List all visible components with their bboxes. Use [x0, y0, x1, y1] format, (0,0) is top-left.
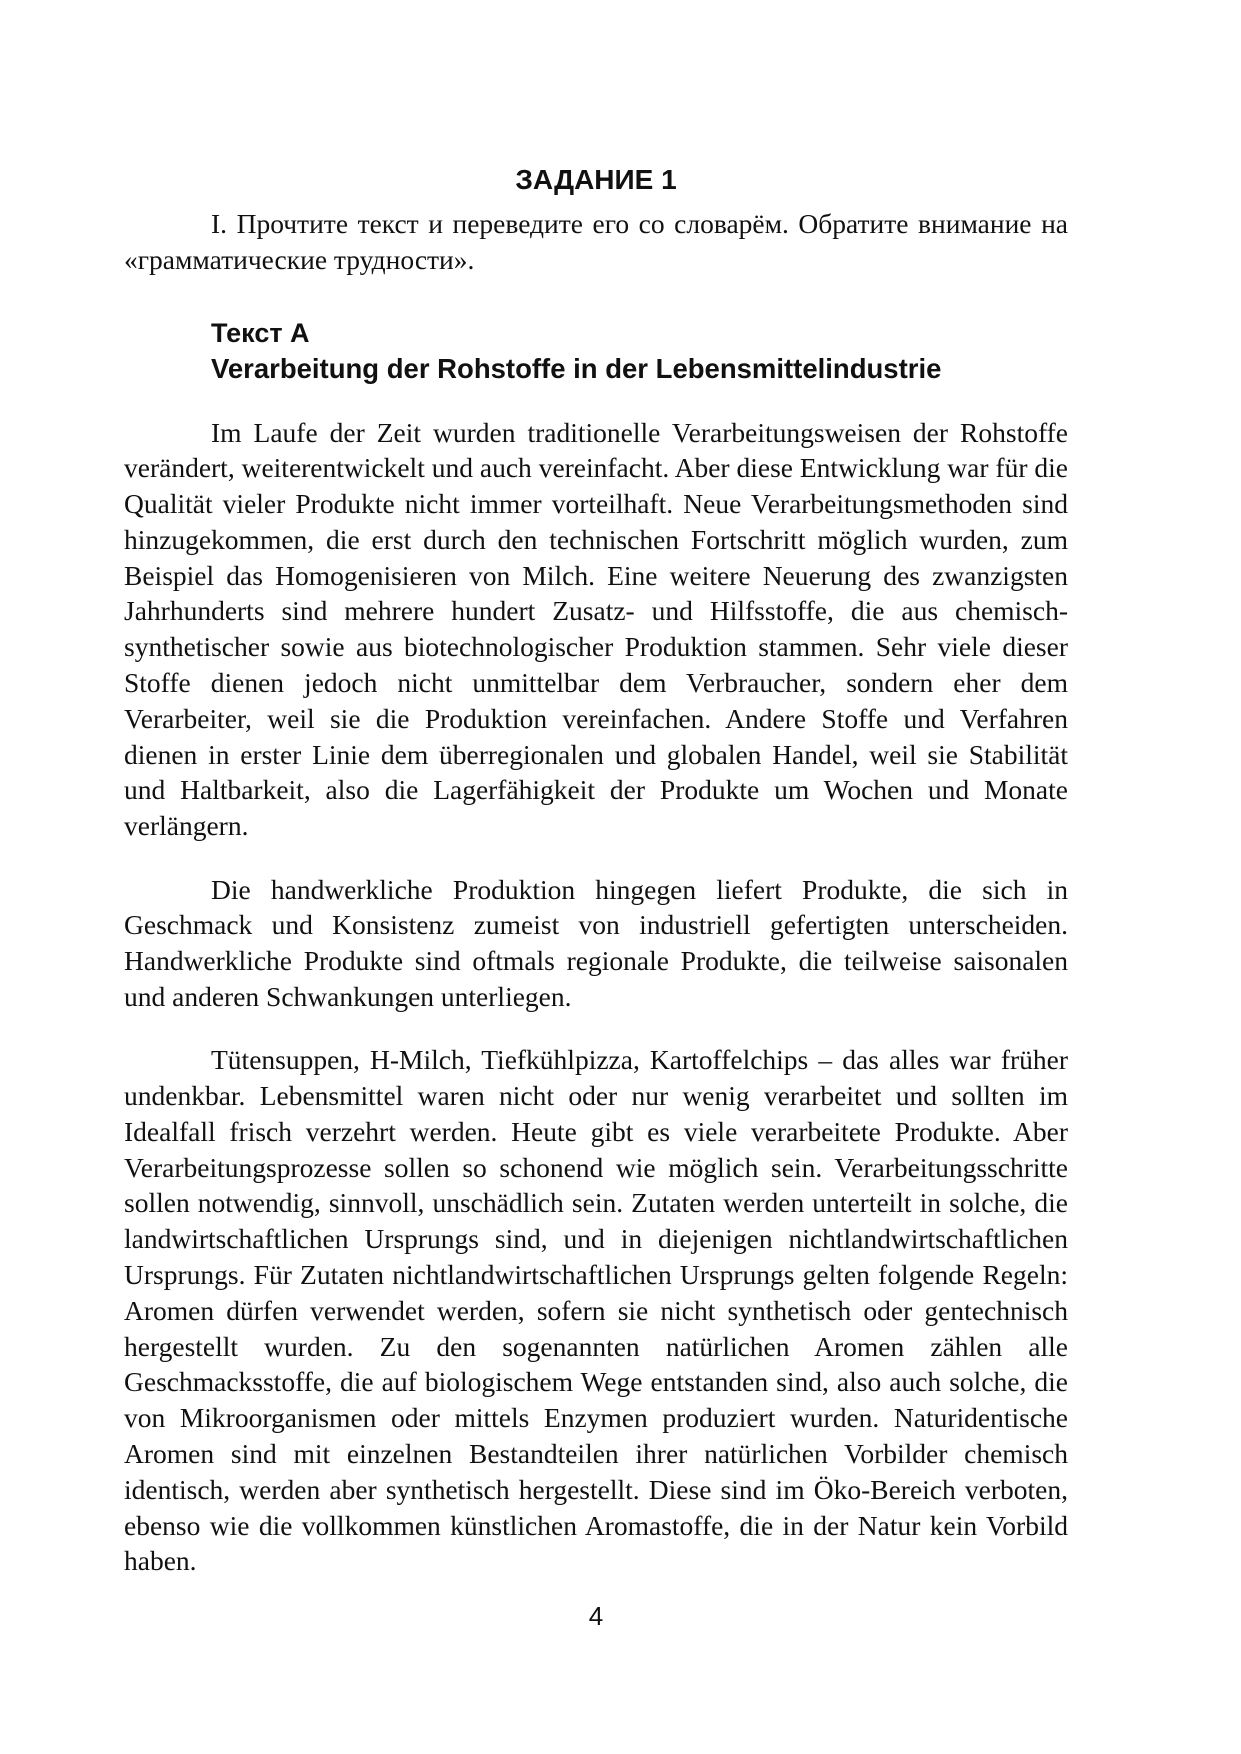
paragraph-1: Im Laufe der Zeit wurden traditionelle Verarbeitungsweisen der Rohstoffe verändert, weiterentwickelt und auch vereinfacht. Aber diese Entwicklung war für die Qualität vieler Produkte nicht immer vorteilhaft. Neue Verarbeitungsmethoden sind hinzugekommen, die erst durch den technischen Fortschritt möglich wurden, zum Beispiel das Homogenisieren von Milch. Eine weitere Neuerung des zwanzigsten Jahrhunderts sind mehrere hundert Zusatz- und Hilfsstoffe, die aus chemisch-synthetischer sowie aus biotechnologischer Produktion stammen. Sehr viele dieser Stoffe dienen jedoch nicht unmittelbar dem Verbraucher, sondern eher dem Verarbeiter, weil sie die Produktion vereinfachen. Andere Stoffe und Verfahren dienen in erster Linie dem überregionalen und globalen Handel, weil sie Stabilität und Haltbarkeit, also die Lagerfähigkeit der Produkte um Wochen und Monate verlängern. — [124, 416, 1068, 842]
text-label: Текст А — [211, 318, 310, 348]
body-text — [124, 387, 1068, 1607]
task-title: ЗАДАНИЕ 1 — [515, 164, 677, 195]
paragraph-2: Die handwerkliche Produktion hingegen liefert Produkte, die sich in Geschmack und Konsistenz zumeist von industriell gefertigten unterscheiden. Handwerkliche Produkte sind oftmals regionale Produkte, die teilweise saisonalen und anderen Schwankungen unterliegen. — [124, 873, 1068, 1012]
text-title: Verarbeitung der Rohstoffe in der Lebensmittelindustrie — [211, 353, 942, 384]
paragraph-3: Tütensuppen, H-Milch, Tiefkühlpizza, Kartoffelchips – das alles war früher undenkbar. Lebensmittel waren nicht oder nur wenig verarbeitet und sollten im Idealfall frisch verzehrt werden. Heute gibt es viele verarbeitete Produkte. Aber Verarbeitungsprozesse sollen so schonend wie möglich sein. Verarbeitungsschritte sollen notwendig, sinnvoll, unschädlich sein. Zutaten werden unterteilt in solche, die landwirtschaftlichen Ursprungs sind, und in diejenigen nichtlandwirtschaftlichen Ursprungs. Für Zutaten nichtlandwirtschaftlichen Ursprungs gelten folgende Regeln: Aromen dürfen verwendet werden, sofern sie nicht synthetisch oder gentechnisch hergestellt wurden. Zu den sogenannten natürlichen Aromen zählen alle Geschmacksstoffe, die auf biologischem Wege entstanden sind, also auch solche, die von Mikroorganismen oder mittels Enzymen produziert wurden. Naturidentische Aromen sind mit einzelnen Bestandteilen ihrer natürlichen Vorbilder chemisch identisch, werden aber synthetisch hergestellt. Diese sind im Öko-Bereich verboten, ebenso wie die vollkommen künstlichen Aromastoffe, die in der Natur kein Vorbild haben. — [124, 1044, 1068, 1577]
document-page — [124, 0, 1068, 1754]
page-number: 4 — [588, 1601, 604, 1631]
instruction-text: I. Прочтите текст и переведите его со словарём. Обратите внимание на «грамматические трудности». — [124, 208, 1068, 275]
